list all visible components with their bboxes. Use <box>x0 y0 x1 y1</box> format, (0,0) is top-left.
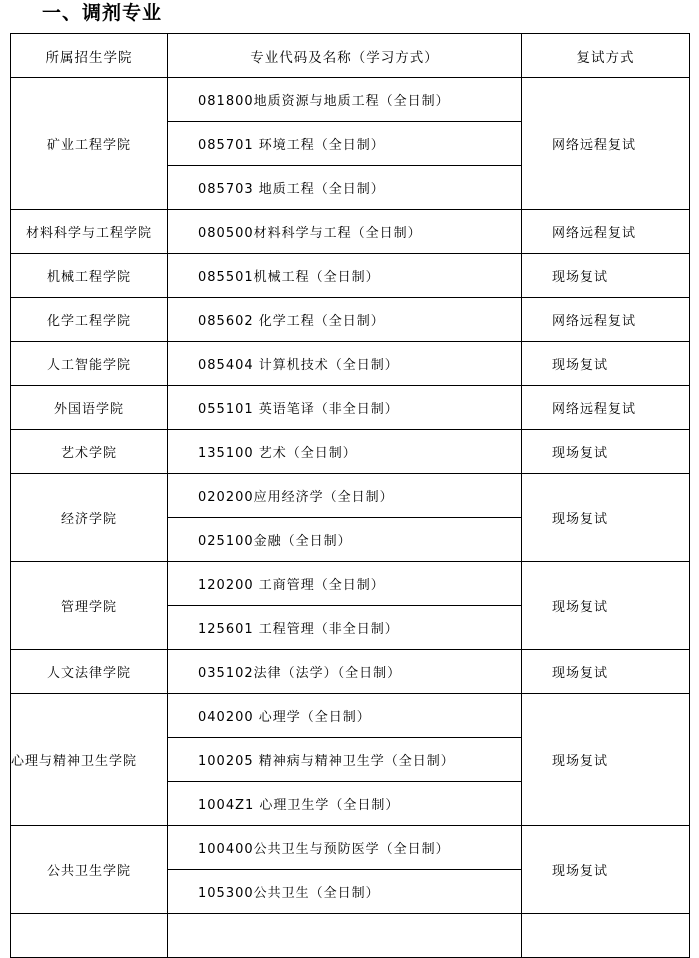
method-cell: 现场复试 <box>522 474 690 562</box>
table-row <box>11 430 690 474</box>
college-cell: 化学工程学院 <box>11 298 168 342</box>
header-row <box>11 34 690 78</box>
college-cell: 材料科学与工程学院 <box>11 210 168 254</box>
major-cell: 025100金融（全日制） <box>168 518 522 562</box>
table-row <box>11 694 690 738</box>
college-cell: 人文法律学院 <box>11 650 168 694</box>
table-row <box>11 650 690 694</box>
table-row <box>11 78 690 122</box>
college-cell: 经济学院 <box>11 474 168 562</box>
method-cell: 现场复试 <box>522 562 690 650</box>
college-cell: 外国语学院 <box>11 386 168 430</box>
table-row <box>11 342 690 386</box>
header-method: 复试方式 <box>522 34 690 78</box>
college-cell: 机械工程学院 <box>11 254 168 298</box>
major-cell: 035102法律（法学）（全日制） <box>168 650 522 694</box>
major-cell: 020200应用经济学（全日制） <box>168 474 522 518</box>
method-cell: 现场复试 <box>522 254 690 298</box>
table-row <box>11 474 690 518</box>
method-cell: 现场复试 <box>522 342 690 386</box>
table-row <box>11 386 690 430</box>
college-cell: 管理学院 <box>11 562 168 650</box>
major-cell: 081800地质资源与地质工程（全日制） <box>168 78 522 122</box>
adjustment-majors-table <box>10 33 690 958</box>
major-cell: 100205 精神病与精神卫生学（全日制） <box>168 738 522 782</box>
header-major: 专业代码及名称（学习方式） <box>168 34 522 78</box>
table-row <box>11 298 690 342</box>
major-cell: 080500材料科学与工程（全日制） <box>168 210 522 254</box>
major-cell: 040200 心理学（全日制） <box>168 694 522 738</box>
major-cell: 085501机械工程（全日制） <box>168 254 522 298</box>
major-cell: 120200 工商管理（全日制） <box>168 562 522 606</box>
college-cell <box>11 914 168 958</box>
table-row <box>11 914 690 958</box>
major-cell: 085602 化学工程（全日制） <box>168 298 522 342</box>
section-title: 一、调剂专业 <box>42 2 163 24</box>
method-cell: 现场复试 <box>522 650 690 694</box>
method-cell: 网络远程复试 <box>522 298 690 342</box>
major-cell: 100400公共卫生与预防医学（全日制） <box>168 826 522 870</box>
major-cell: 085404 计算机技术（全日制） <box>168 342 522 386</box>
college-cell: 心理与精神卫生学院 <box>11 694 168 826</box>
major-cell: 055101 英语笔译（非全日制） <box>168 386 522 430</box>
major-cell: 1004Z1 心理卫生学（全日制） <box>168 782 522 826</box>
major-cell: 085703 地质工程（全日制） <box>168 166 522 210</box>
college-cell: 公共卫生学院 <box>11 826 168 914</box>
method-cell: 现场复试 <box>522 694 690 826</box>
method-cell: 网络远程复试 <box>522 210 690 254</box>
college-cell: 人工智能学院 <box>11 342 168 386</box>
major-cell <box>168 914 522 958</box>
method-cell <box>522 914 690 958</box>
method-cell: 现场复试 <box>522 826 690 914</box>
major-cell: 085701 环境工程（全日制） <box>168 122 522 166</box>
table-row <box>11 562 690 606</box>
major-cell: 105300公共卫生（全日制） <box>168 870 522 914</box>
method-cell: 现场复试 <box>522 430 690 474</box>
method-cell: 网络远程复试 <box>522 386 690 430</box>
method-cell: 网络远程复试 <box>522 78 690 210</box>
major-cell: 125601 工程管理（非全日制） <box>168 606 522 650</box>
college-cell: 矿业工程学院 <box>11 78 168 210</box>
college-cell: 艺术学院 <box>11 430 168 474</box>
table-row <box>11 254 690 298</box>
table-row <box>11 826 690 870</box>
major-cell: 135100 艺术（全日制） <box>168 430 522 474</box>
header-college: 所属招生学院 <box>11 34 168 78</box>
table-row <box>11 210 690 254</box>
